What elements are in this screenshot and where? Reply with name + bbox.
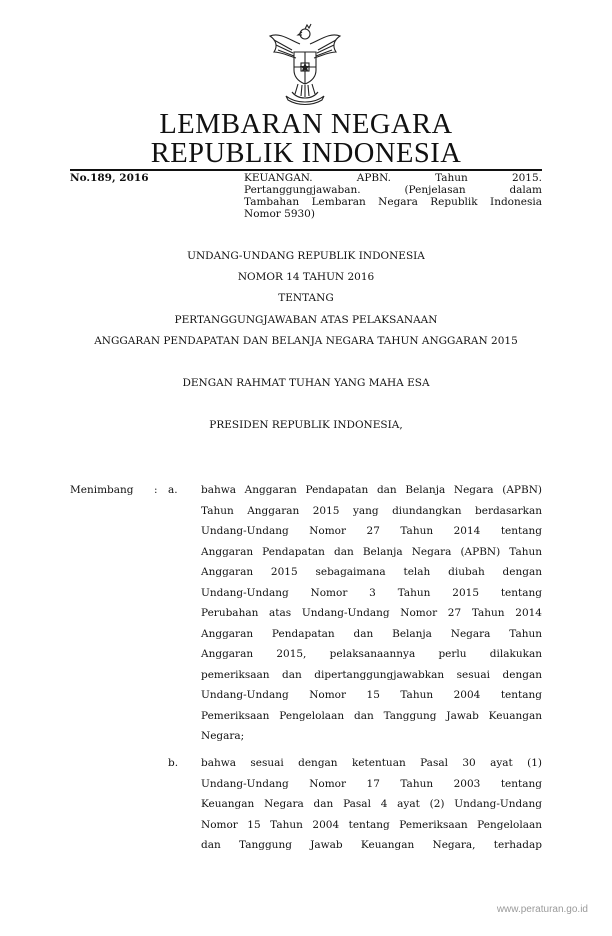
law-title: UNDANG-UNDANG REPUBLIK INDONESIA [187, 250, 425, 262]
gazette-number: No.189, 2016 [70, 172, 149, 184]
gazette-summary [244, 172, 542, 220]
law-subject-line2: ANGGARAN PENDAPATAN DAN BELANJA NEGARA TAHUN ANGGARAN 2015 [94, 335, 518, 347]
item-a-line: Undang-Undang Nomor 3 Tahun 2015 tentang [201, 586, 542, 599]
item-b-line: dan Tanggung Jawab Keuangan Negara, terhadap [201, 839, 542, 851]
president-heading: PRESIDEN REPUBLIK INDONESIA, [209, 419, 403, 431]
item-a-line: Undang-Undang Nomor 27 Tahun 2014 tentang [201, 525, 542, 537]
invocation: DENGAN RAHMAT TUHAN YANG MAHA ESA [182, 377, 430, 389]
garuda-emblem-icon [262, 22, 348, 106]
masthead-line1: LEMBARAN NEGARA [159, 109, 453, 140]
item-b-text [201, 753, 542, 856]
summary-line: KEUANGAN. APBN. Tahun 2015. [244, 172, 542, 184]
considering-colon: : [154, 484, 158, 496]
item-a-line: Anggaran 2015 sebagaimana telah diubah dengan [201, 566, 542, 578]
law-about: TENTANG [278, 292, 334, 304]
item-a-line: Negara; [201, 730, 245, 742]
summary-line: Tambahan Lembaran Negara Republik Indonesia [244, 196, 542, 208]
header-rule [70, 169, 542, 171]
masthead-line2: REPUBLIK INDONESIA [150, 138, 462, 169]
item-a-line: Anggaran 2015, pelaksanaannya perlu dilakukan [201, 648, 542, 660]
item-a-line: Tahun Anggaran 2015 yang diundangkan berdasarkan [201, 504, 542, 517]
law-subject-line1: PERTANGGUNGJAWABAN ATAS PELAKSANAAN [174, 314, 438, 326]
item-a-line: bahwa Anggaran Pendapatan dan Belanja Negara (APBN) [201, 484, 542, 496]
item-b-line: Nomor 15 Tahun 2004 tentang Pemeriksaan Pengelolaan [201, 818, 542, 831]
item-a-line: Undang-Undang Nomor 15 Tahun 2004 tentang [201, 689, 542, 701]
item-b-line: Undang-Undang Nomor 17 Tahun 2003 tentang [201, 777, 542, 790]
item-letter-b: b. [168, 757, 179, 769]
item-a-line: Perubahan atas Undang-Undang Nomor 27 Tahun 2014 [201, 607, 542, 619]
item-a-line: Anggaran Pendapatan dan Belanja Negara (APBN) Tahun [201, 545, 542, 558]
item-a-line: Pemeriksaan Pengelolaan dan Tanggung Jawab Keuangan [201, 709, 542, 722]
item-a-text [201, 480, 542, 747]
considering-label: Menimbang [70, 484, 134, 496]
summary-line: Nomor 5930) [244, 208, 315, 220]
summary-line: Pertanggungjawaban. (Penjelasan dalam [244, 184, 542, 196]
footer-url[interactable]: www.peraturan.go.id [496, 904, 588, 915]
item-b-line: bahwa sesuai dengan ketentuan Pasal 30 ayat (1) [201, 757, 542, 769]
law-number: NOMOR 14 TAHUN 2016 [237, 271, 375, 283]
item-a-line: Anggaran Pendapatan dan Belanja Negara Tahun [201, 627, 542, 640]
item-a-line: pemeriksaan dan dipertanggungjawabkan sesuai dengan [201, 668, 542, 681]
item-letter-a: a. [168, 484, 178, 496]
item-b-line: Keuangan Negara dan Pasal 4 ayat (2) Undang-Undang [201, 798, 542, 810]
